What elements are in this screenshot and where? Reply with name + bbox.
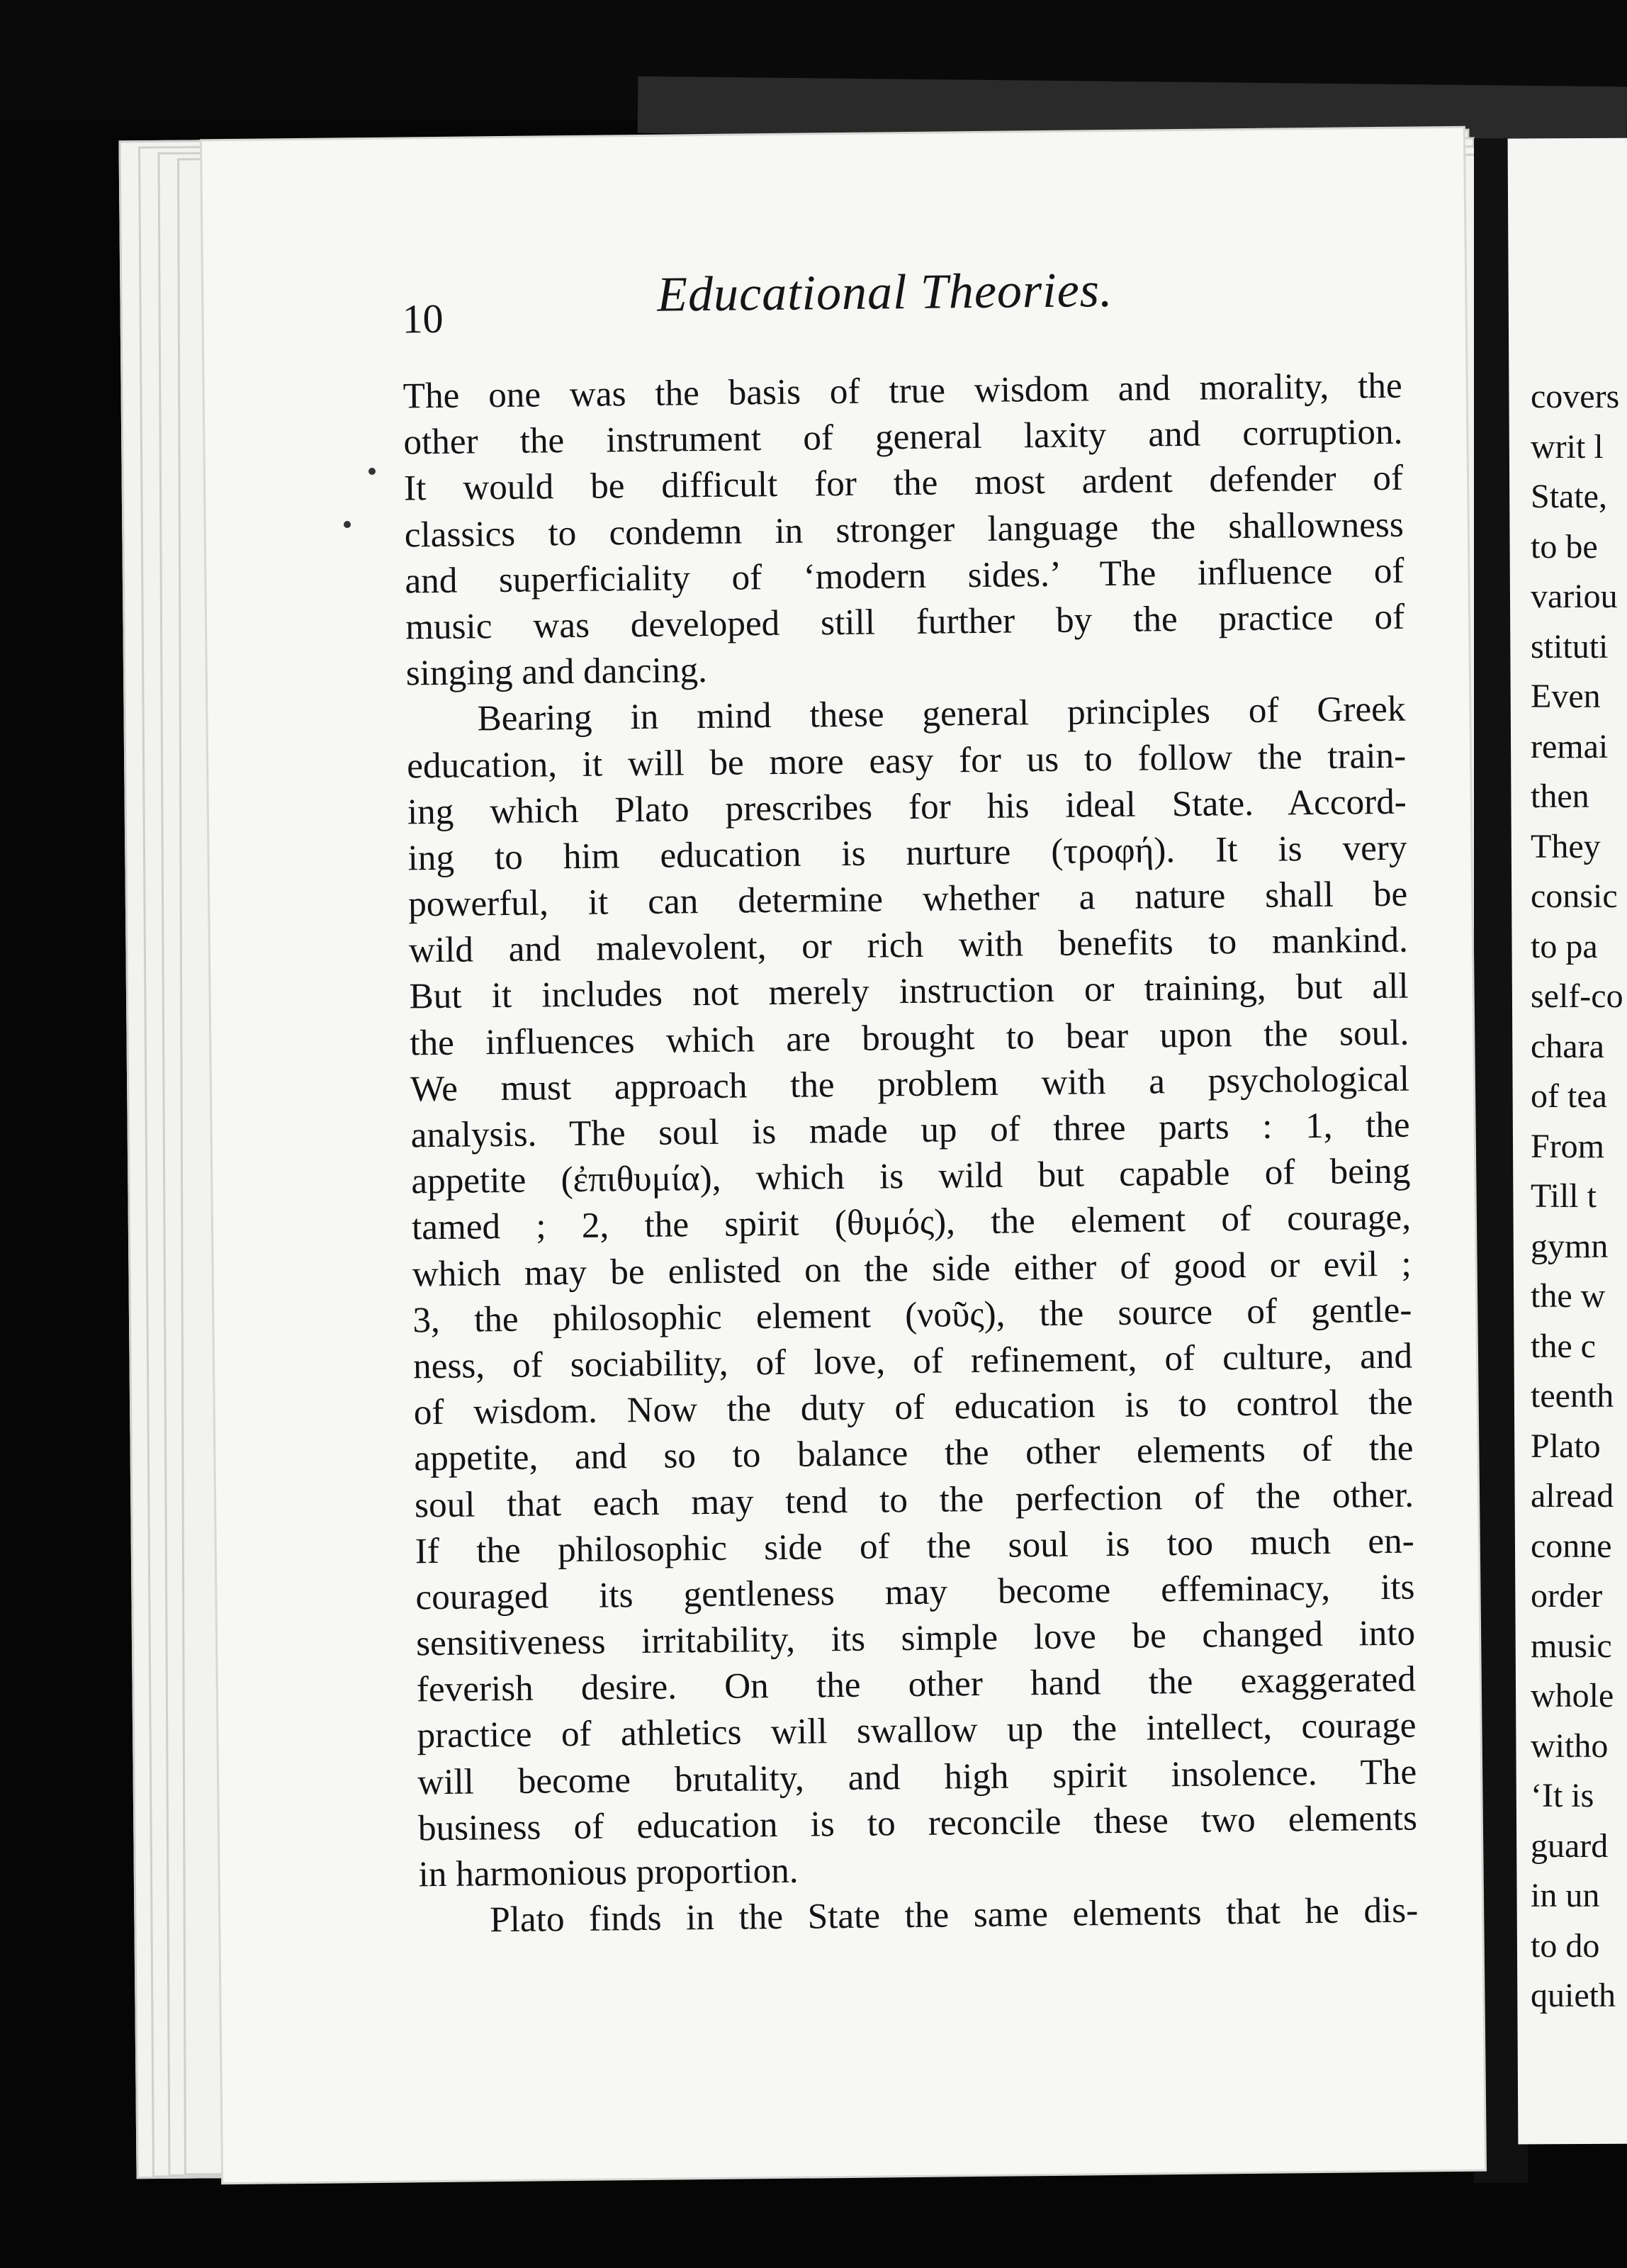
text-line: The one was the basis of true wisdom and morality, the	[402, 365, 1402, 417]
text-line: We must approach the problem with a psychological	[410, 1058, 1410, 1110]
text-line: which may be enlisted on the side either of good or evil ;	[412, 1243, 1412, 1294]
text-line: feverish desire. On the other hand the exaggerated	[416, 1658, 1417, 1710]
dust-speck	[368, 468, 376, 475]
facing-text-line: quieth	[1531, 1977, 1616, 2014]
running-head: Educational Theories.	[656, 262, 1113, 322]
facing-text-line: order	[1531, 1577, 1603, 1615]
facing-text-line: whole	[1531, 1677, 1614, 1714]
facing-text-line: consic	[1531, 877, 1618, 915]
text-line: of wisdom. Now the duty of education is to control the	[413, 1381, 1413, 1433]
text-line: education, it will be more easy for us to follow the train-	[406, 735, 1407, 786]
facing-text-line: covers	[1531, 378, 1620, 415]
text-line: But it includes not merely instruction or training, but all	[409, 966, 1409, 1017]
text-line: other the instrument of general laxity and corruption.	[403, 411, 1403, 463]
facing-text-line: From	[1531, 1127, 1605, 1165]
facing-text-line: to be	[1531, 527, 1598, 566]
facing-text-line: variou	[1531, 578, 1618, 615]
facing-page-text	[1531, 372, 1627, 2021]
text-line: wild and malevolent, or rich with benefits to mankind.	[408, 919, 1409, 971]
text-line: music was developed still further by the practice of	[405, 596, 1405, 648]
facing-text-line: of tea	[1531, 1077, 1607, 1115]
text-line: ness, of sociability, of love, of refinement, of culture, and	[412, 1335, 1413, 1387]
facing-text-line: remai	[1531, 727, 1609, 765]
text-line: appetite (ἐπιθυμία), which is wild but capable of being	[411, 1150, 1411, 1202]
page-header	[402, 262, 1252, 342]
text-line: ing to him education is nurture (τροφή). It is very	[407, 827, 1407, 879]
facing-text-line: guard	[1531, 1826, 1609, 1865]
text-line: powerful, it can determine whether a nature shall be	[407, 873, 1408, 925]
dust-speck	[344, 521, 351, 528]
facing-text-line: State,	[1531, 478, 1607, 515]
facing-text-line: music	[1531, 1627, 1612, 1665]
facing-text-line: in un	[1531, 1877, 1600, 1914]
facing-text-line: conne	[1531, 1527, 1612, 1565]
facing-text-line: witho	[1531, 1727, 1609, 1765]
text-line: will become brutality, and high spirit insolence. The	[417, 1751, 1417, 1802]
facing-text-line: chara	[1531, 1027, 1604, 1065]
text-line: It would be difficult for the most ardent defender of	[403, 458, 1404, 509]
facing-text-line: Even	[1531, 678, 1601, 715]
text-line: analysis. The soul is made up of three parts : 1, the	[410, 1104, 1410, 1156]
facing-text-line: They	[1531, 827, 1601, 865]
page-number: 10	[402, 295, 444, 342]
facing-text-line: Till t	[1531, 1177, 1597, 1215]
facing-text-line: Plato	[1531, 1427, 1601, 1465]
facing-text-line: to pa	[1531, 927, 1598, 965]
facing-text-line: gymn	[1531, 1227, 1609, 1265]
text-line: singing and dancing.	[405, 650, 708, 694]
facing-text-line: stituti	[1531, 627, 1609, 666]
facing-text-line: ‘It is	[1531, 1777, 1594, 1814]
text-line: 3, the philosophic element (νοῦς), the source of gentle-	[412, 1289, 1412, 1341]
text-line: Plato finds in the State the same elements that he dis-	[489, 1890, 1419, 1941]
text-line: classics to condemn in stronger language the shallowness	[404, 504, 1404, 555]
text-line: tamed ; 2, the spirit (θυμός), the element of courage,	[411, 1196, 1412, 1248]
facing-text-line: teenth	[1531, 1377, 1614, 1415]
facing-text-line: alread	[1531, 1477, 1614, 1515]
text-line: and superficiality of ‘modern sides.’ The influence of	[405, 550, 1404, 602]
text-line: Bearing in mind these general principles of Greek	[477, 688, 1406, 739]
facing-text-line: writ l	[1531, 427, 1604, 466]
text-line: couraged its gentleness may become effeminacy, its	[415, 1566, 1415, 1618]
text-line: in harmonious proportion.	[418, 1850, 799, 1895]
text-line: sensitiveness irritability, its simple love be changed into	[415, 1612, 1416, 1664]
book-page	[202, 128, 1485, 2182]
text-line: practice of athletics will swallow up the intellect, courage	[417, 1705, 1417, 1756]
body-text	[402, 363, 1418, 1944]
facing-text-line: to do	[1531, 1926, 1600, 1965]
text-line: appetite, and so to balance the other elements of the	[414, 1427, 1414, 1479]
text-line: business of education is to reconcile these two elements	[417, 1797, 1418, 1849]
facing-text-line: then	[1531, 777, 1589, 815]
text-line: soul that each may tend to the perfection of the other.	[414, 1474, 1414, 1525]
text-line: the influences which are brought to bear upon the soul.	[410, 1012, 1409, 1064]
facing-text-line: self-co	[1531, 977, 1623, 1015]
text-line: If the philosophic side of the soul is too much en-	[415, 1520, 1415, 1572]
facing-text-line: the c	[1531, 1327, 1596, 1365]
text-line: ing which Plato prescribes for his ideal State. Accord-	[407, 781, 1407, 833]
facing-text-line: the w	[1531, 1277, 1606, 1315]
